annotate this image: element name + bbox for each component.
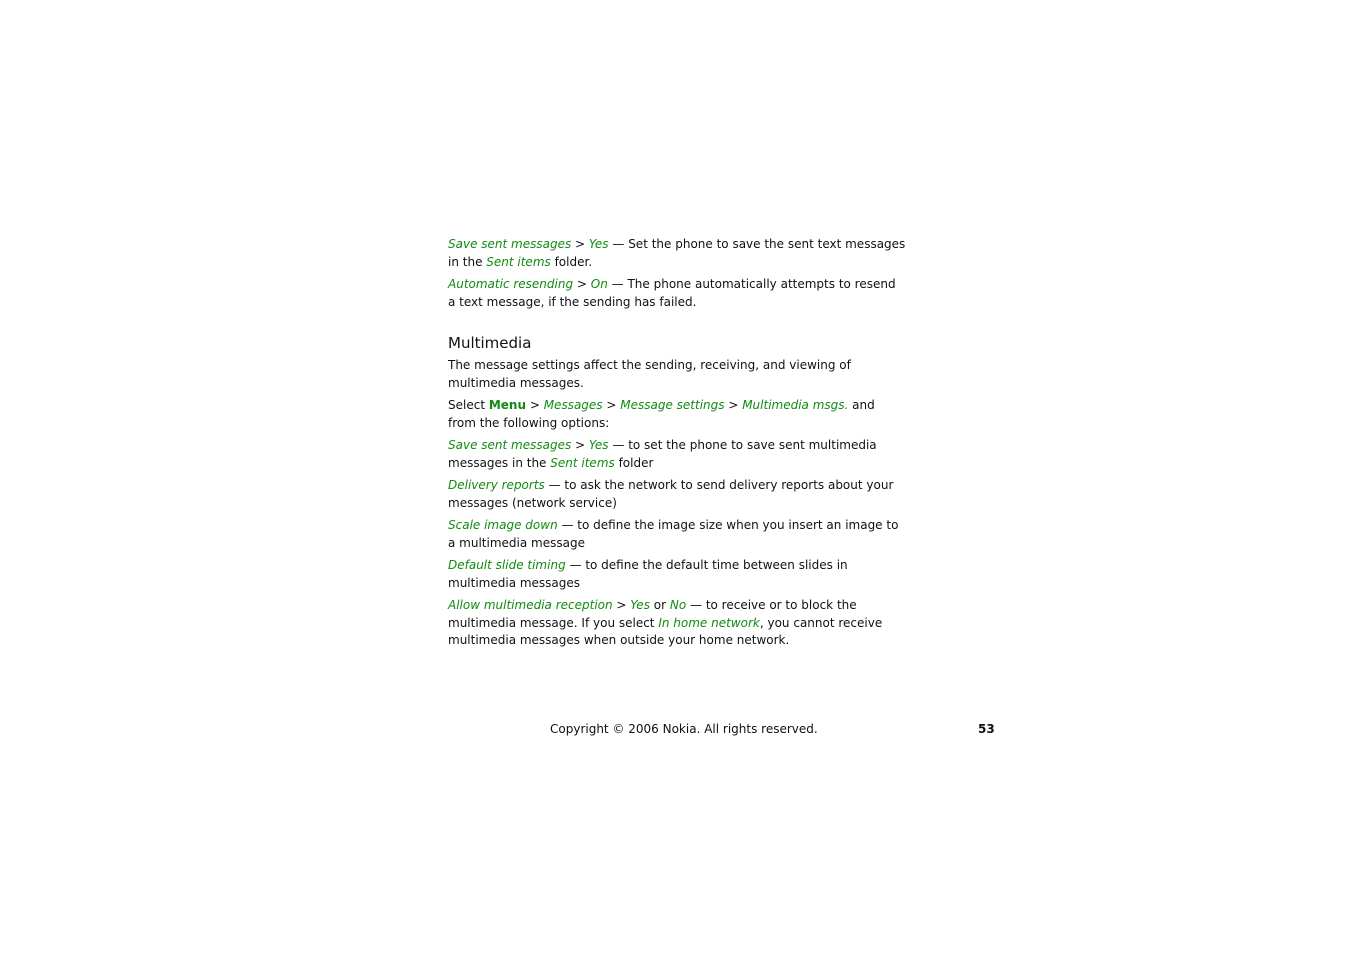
page-number: 53 [978, 722, 995, 736]
folder-name: Sent items [486, 254, 551, 269]
option-link: Automatic resending [448, 277, 574, 291]
menu-key: Menu [488, 398, 527, 412]
option-link: Save sent messages [448, 237, 572, 251]
path-messages: Messages [543, 398, 603, 412]
path-message-settings: Message settings [620, 398, 725, 412]
section-intro: The message settings affect the sending, receiving, and viewing of multimedia messages. [448, 358, 851, 390]
option-value: Yes [588, 237, 609, 251]
option-default-slide-timing: Default slide timing — to define the default time between slides in multimedia messages [448, 558, 848, 590]
path-multimedia-msgs: Multimedia msgs. [742, 398, 849, 412]
automatic-resending-item: Automatic resending > On — The phone automatically attempts to resend a text message, if the sending has failed. [448, 277, 896, 309]
section-title: Multimedia [448, 334, 532, 352]
option-delivery-reports: Delivery reports — to ask the network to send delivery reports about your messages (network service) [448, 478, 894, 510]
save-sent-messages-item: Save sent messages > Yes — Set the phone to save the sent text messages in the Sent items folder. [448, 237, 906, 269]
option-value: On [590, 277, 608, 291]
option-scale-image-down: Scale image down — to define the image size when you insert an image to a multimedia message [448, 518, 899, 550]
copyright-notice: Copyright © 2006 Nokia. All rights reserved. [550, 722, 818, 736]
option-save-sent-messages: Save sent messages > Yes — to set the phone to save sent multimedia messages in the Sent items folder [448, 438, 877, 470]
option-allow-multimedia-reception: Allow multimedia reception > Yes or No — to receive or to block the multimedia message. If you select In home network, you cannot receive multimedia messages when outside your home network. [448, 598, 883, 647]
select-instruction: Select Menu > Messages > Message settings > Multimedia msgs. and from the following options: [448, 398, 875, 430]
document-body [448, 236, 906, 655]
